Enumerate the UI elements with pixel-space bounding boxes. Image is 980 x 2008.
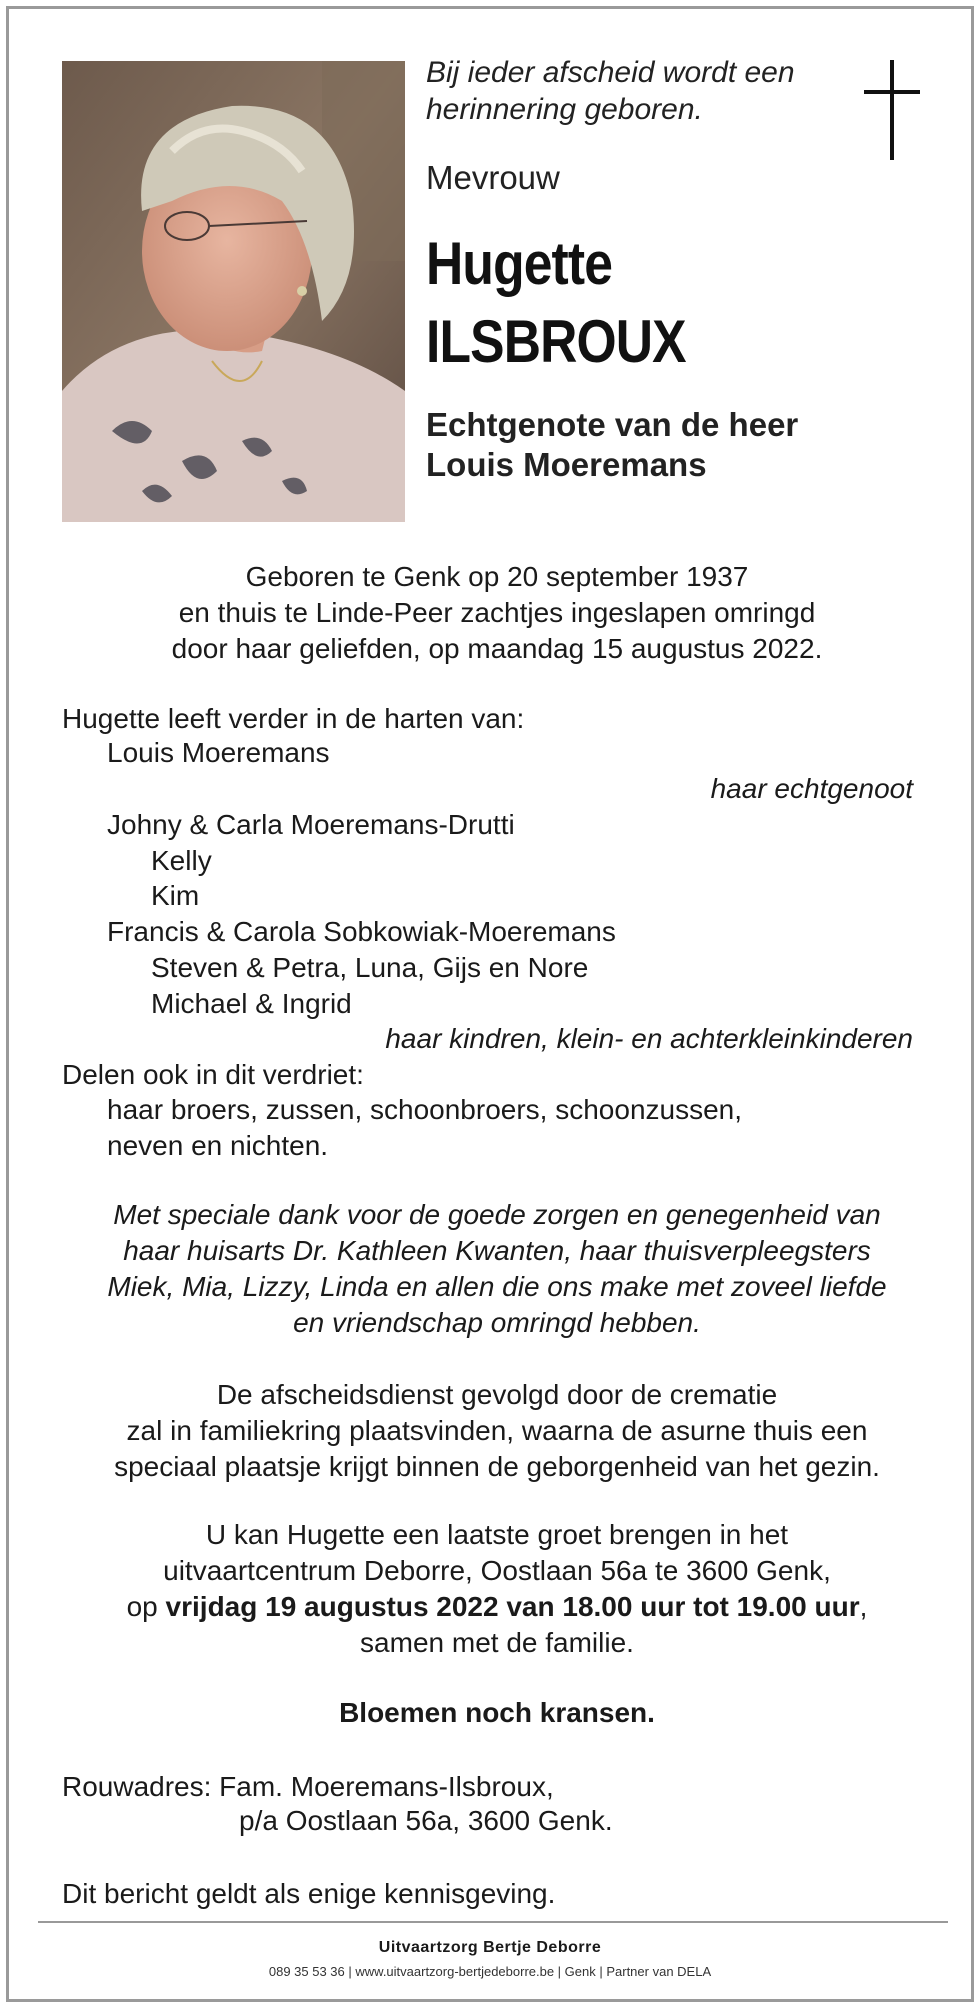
birth-line-2: en thuis te Linde-Peer zachtjes ingeslapen omringd (178, 597, 816, 628)
thanks-text (62, 1197, 932, 1341)
flowers-notice: Bloemen noch kransen. (339, 1697, 655, 1728)
thanks-line-3: Miek, Mia, Lizzy, Linda en allen die ons make met zoveel liefde (107, 1271, 887, 1302)
survivors-intro: Hugette leeft verder in de harten van: (62, 703, 525, 734)
birth-death-info (62, 559, 932, 667)
ceremony-line-2: zal in familiekring plaatsvinden, waarna de asurne thuis een (126, 1415, 868, 1446)
ceremony-line-1: De afscheidsdienst gevolgd door de crematie (216, 1379, 778, 1410)
thanks-line-4: en vriendschap omringd hebben. (293, 1307, 701, 1338)
visit-suffix: , (859, 1591, 868, 1622)
visit-line-2: uitvaartcentrum Deborre, Oostlaan 56a te 3600 Genk, (163, 1555, 831, 1586)
address-line-2: p/a Oostlaan 56a, 3600 Genk. (239, 1805, 613, 1836)
grandchild-1: Kelly (151, 845, 212, 876)
portrait-image (62, 61, 405, 522)
visit-line-3 (62, 1589, 932, 1625)
footer-title: Uitvaartzorg Bertje Deborre (378, 1939, 602, 1956)
grandchild-4: Michael & Ingrid (151, 988, 352, 1019)
birth-line-1: Geboren te Genk op 20 september 1937 (245, 561, 749, 592)
thanks-line-1: Met speciale dank voor de goede zorgen en genegenheid van (113, 1199, 881, 1230)
share-line-1: haar broers, zussen, schoonbroers, schoonzussen, (107, 1094, 743, 1125)
share-line-2: neven en nichten. (107, 1130, 329, 1161)
first-name: Hugette (426, 230, 613, 297)
last-name: ILSBROUX (426, 308, 686, 375)
visit-line-4: samen met de familie. (360, 1627, 634, 1658)
birth-line-3: door haar geliefden, op maandag 15 augustus 2022. (171, 633, 823, 664)
share-intro: Delen ook in dit verdriet: (62, 1059, 364, 1090)
thanks-line-2: haar huisarts Dr. Kathleen Kwanten, haar thuisverpleegsters (123, 1235, 871, 1266)
quote-line-1: Bij ieder afscheid wordt een (426, 56, 795, 89)
cross-icon (864, 60, 920, 160)
obituary-card (6, 6, 974, 2002)
ceremony-info (62, 1377, 932, 1485)
grandchild-2: Kim (151, 880, 200, 911)
footer-info: 089 35 53 36 | www.uitvaartzorg-bertjedeborre.be | Genk | Partner van DELA (268, 1964, 712, 1979)
visit-info (62, 1517, 932, 1661)
opening-quote (426, 54, 846, 128)
grandchild-3: Steven & Petra, Luna, Gijs en Nore (151, 952, 589, 983)
children-role: haar kindren, klein- en achterkleinkinderen (385, 1023, 913, 1054)
spouse-line-2: Louis Moeremans (426, 446, 707, 483)
portrait-photo (62, 61, 405, 522)
husband-role: haar echtgenoot (710, 773, 913, 804)
child-2: Francis & Carola Sobkowiak-Moeremans (107, 916, 616, 947)
visit-prefix: op (126, 1591, 166, 1622)
visit-datetime: vrijdag 19 augustus 2022 van 18.00 uur tot 19.00 uur (165, 1591, 860, 1622)
spouse-info (426, 405, 798, 485)
notice-text: Dit bericht geldt als enige kennisgeving. (62, 1878, 556, 1909)
ceremony-line-3: speciaal plaatsje krijgt binnen de geborgenheid van het gezin. (114, 1451, 880, 1482)
husband-name: Louis Moeremans (107, 737, 330, 768)
honorific: Mevrouw (426, 159, 560, 196)
footer-divider (38, 1921, 948, 1923)
spouse-line-1: Echtgenote van de heer (426, 406, 799, 443)
quote-line-2: herinnering geboren. (426, 93, 703, 126)
child-1: Johny & Carla Moeremans-Drutti (107, 809, 515, 840)
address-line-1: Rouwadres: Fam. Moeremans-Ilsbroux, (62, 1771, 554, 1802)
visit-line-1: U kan Hugette een laatste groet brengen in het (205, 1519, 789, 1550)
